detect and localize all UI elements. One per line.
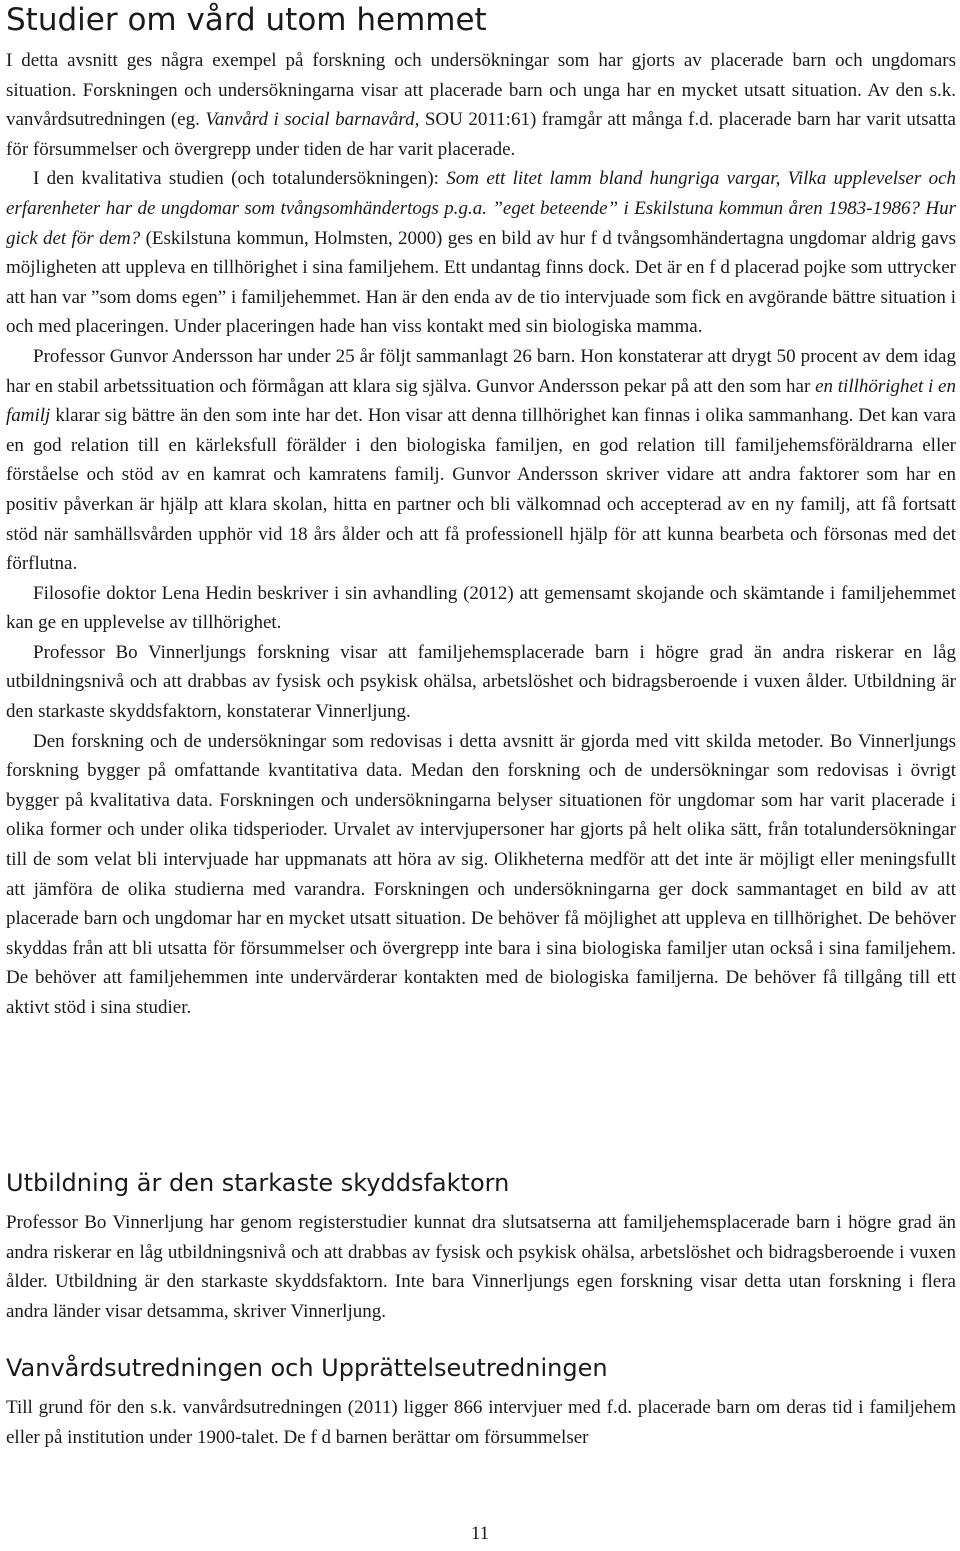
paragraph: [6, 1208, 956, 1326]
page-number: 11: [470, 1523, 490, 1544]
paragraph: [6, 638, 956, 727]
paragraph: [6, 579, 956, 638]
text-run: Till grund för den s.k. vanvårdsutredningen (2011) ligger 866 intervjuer med f.d. placerade barn om deras tid i familjehem eller på institution under 1900-talet. De f d barnen berättar om försummelser: [6, 1397, 956, 1448]
paragraph: [6, 46, 956, 164]
paragraph: [6, 1393, 956, 1452]
section-education-body: [6, 1208, 956, 1326]
section-investigations-body: [6, 1393, 956, 1452]
section-heading-education: Utbildning är den starkaste skyddsfaktorn: [6, 1169, 510, 1197]
text-run: I detta avsnitt ges några exempel på forskning och undersökningar som har gjorts av placerade barn och ungdomars situation. Forskningen och undersökningarna visar att placerade barn och unga har en mycket utsatt situation. Av den s.k. vanvårdsutredningen (eg.: [6, 50, 956, 131]
text-run: Den forskning och de undersökningar som redovisas i detta avsnitt är gjorda med vitt skilda metoder. Bo Vinnerljungs forskning bygger på omfattande kvantitativa data. Medan den forskning och de undersökningar som redovisas i övrigt bygger på kvalitativa data. Forskningen och undersökningarna belyser situationen för ungdomar som har varit placerade i olika former och under olika tidsperioder. Urvalet av intervjupersoner har gjorts på helt olika sätt, från totalundersökningar till de som velat bli intervjuade har uppmanats att höra av sig. Olikheterna medför att det inte är möjligt eller meningsfullt att jämföra de olika studierna med varandra. Forskningen och undersökningarna ger dock sammantaget en bild av att placerade barn och ungdomar har en mycket utsatt situation. De behöver få möjlighet att uppleva en tillhörighet. De behöver skyddas från att bli utsatta för försummelser och övergrepp inte bara i sina biologiska familjer utan också i sina familjehem. De behöver att familjehemmen inte undervärderar kontakten med de biologiska familjerna. De behöver få tillgång till ett aktivt stöd i sina studier.: [6, 730, 956, 1018]
paragraph: [6, 727, 956, 1023]
italic-text: en tillhörighet i en familj: [6, 375, 956, 427]
italic-text: Som ett litet lamm bland hungriga vargar, Vilka upplevelser och erfarenheter har de ungdomar som tvångsomhändertogs p.g.a. ”eget beteende” i Eskilstuna kommun åren 1983-1986? Hur gick det för dem?: [6, 168, 957, 249]
section-intro-body: [6, 46, 956, 1023]
text-run: klarar sig bättre än den som inte har det. Hon visar att denna tillhörighet kan finnas i olika sammanhang. Det kan vara en god relation till en kärleksfull förälder i den biologiska familjen, en god relation till familjehemsföräldrarna eller förståelse och stöd av en kamrat och kamratens familj. Gunvor Andersson skriver vidare att andra faktorer som har en positiv påverkan är hjälp att klara skolan, hitta en partner och bli välkomnad och accepterad av en ny familj, att få fortsatt stöd när samhällsvården upphör vid 18 års ålder och att få professionell hjälp för att kunna bearbeta och försonas med det förflutna.: [6, 405, 956, 575]
section-heading-investigations: Vanvårdsutredningen och Upprättelseutredningen: [6, 1354, 608, 1382]
text-run: I den kvalitativa studien (och totalundersökningen):: [33, 168, 447, 190]
paragraph: [6, 164, 956, 342]
text-run: Professor Bo Vinnerljungs forskning visar att familjehemsplacerade barn i högre grad än andra riskerar en låg utbildningsnivå och att drabbas av fysisk och psykisk ohälsa, arbetslöshet och bidragsberoende i vuxen ålder. Utbildning är den starkaste skyddsfaktorn, konstaterar Vinnerljung.: [6, 641, 956, 723]
text-run: SOU 2011:61) framgår att många f.d. placerade barn har varit utsatta för försummelser och övergrepp under tiden de har varit placerade.: [6, 109, 956, 160]
text-run: (Eskilstuna kommun, Holmsten, 2000) ges en bild av hur f d tvångsomhändertagna ungdomar aldrig gavs möjligheten att uppleva en tillhörighet i sina familjehem. Ett undantag finns dock. Det är en f d placerad pojke som uttrycker att han var ”som doms egen” i familjehemmet. Han är den enda av de tio intervjuade som fick en avgörande bättre situation i och med placeringen. Under placeringen hade han viss kontakt med sin biologiska mamma.: [6, 227, 957, 338]
text-run: Professor Bo Vinnerljung har genom registerstudier kunnat dra slutsatserna att familjehemsplacerade barn i högre grad än andra riskerar en låg utbildningsnivå och att drabbas av fysisk och psykisk ohälsa, arbetslöshet och bidragsberoende i vuxen ålder. Utbildning är den starkaste skyddsfaktorn. Inte bara Vinnerljungs egen forskning visar detta utan forskning i flera andra länder visar detsamma, skriver Vinnerljung.: [6, 1212, 956, 1322]
italic-text: Vanvård i social barnavård,: [205, 109, 420, 131]
page-title: Studier om vård utom hemmet: [6, 2, 487, 38]
text-run: Professor Gunvor Andersson har under 25 år följt sammanlagt 26 barn. Hon konstaterar att drygt 50 procent av dem idag har en stabil arbetssituation och förmågan att klara sig själva. Gunvor Andersson pekar på att den som har: [6, 345, 956, 397]
paragraph: [6, 342, 956, 579]
text-run: Filosofie doktor Lena Hedin beskriver i sin avhandling (2012) att gemensamt skojande och skämtande i familjehemmet kan ge en upplevelse av tillhörighet.: [6, 582, 956, 634]
